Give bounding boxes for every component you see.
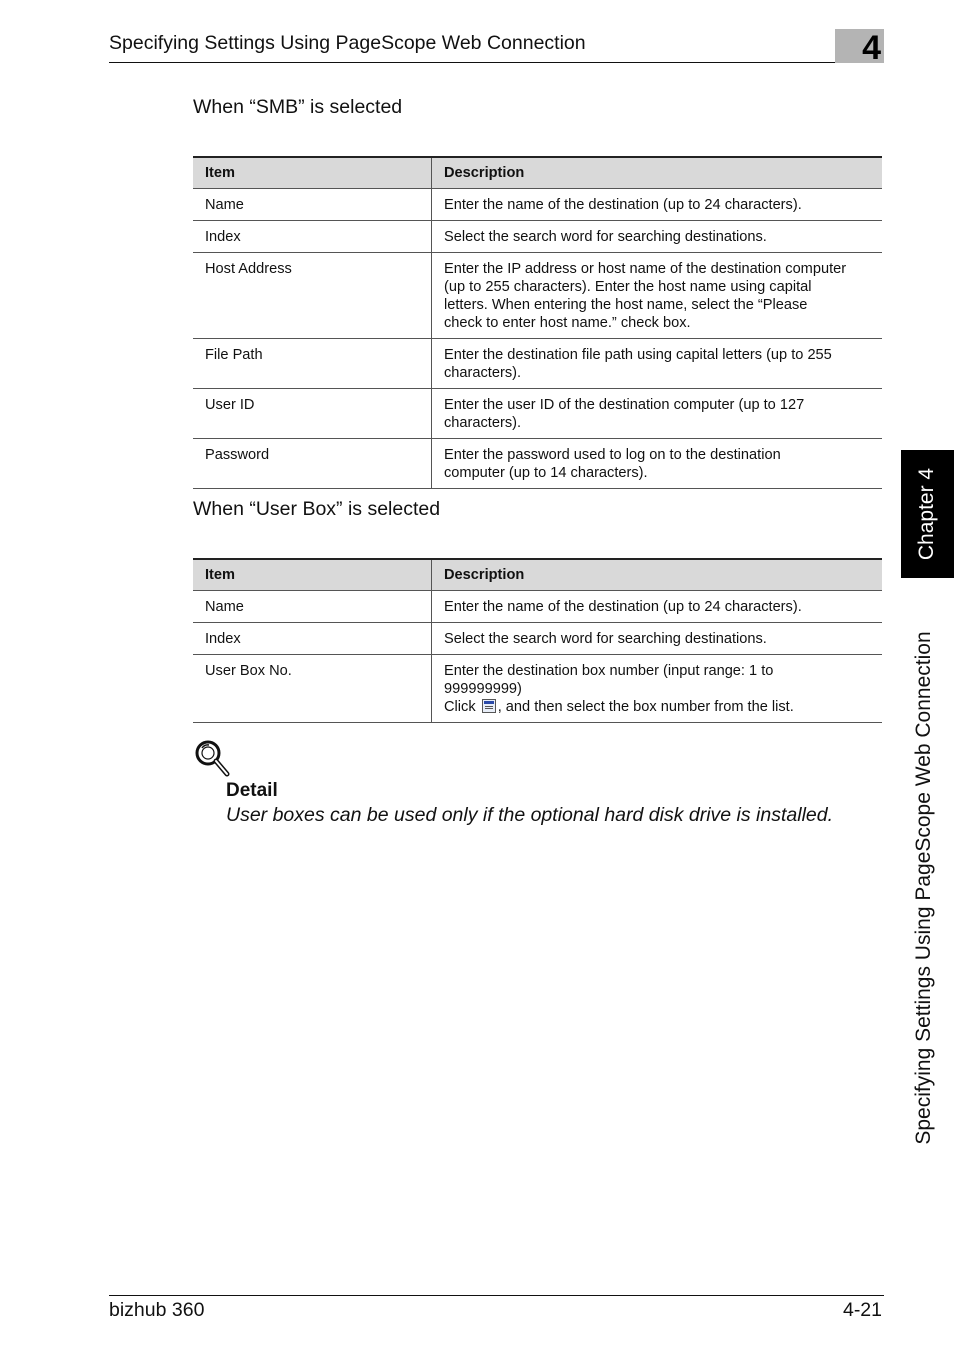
click-instruction: , and then select the box number from the list. (497, 699, 794, 715)
description-cell (432, 389, 883, 439)
description-cell (432, 655, 883, 723)
click-label: Click (444, 699, 476, 715)
description-cell (432, 221, 883, 253)
item-cell: Host Address (193, 253, 432, 339)
userbox-section-heading: When “User Box” is selected (193, 498, 441, 520)
description-line: Enter the destination box number (input range: 1 to (444, 663, 774, 679)
table-row (193, 189, 882, 221)
item-cell: Index (193, 221, 432, 253)
table-header-row (193, 157, 882, 189)
table-row (193, 655, 882, 723)
userbox-settings-table (193, 558, 882, 723)
column-header-description: Description (432, 559, 883, 591)
description-line: characters). (444, 415, 522, 431)
table-row (193, 439, 882, 489)
description-line: (up to 255 characters). Enter the host name using capital (444, 279, 812, 295)
item-cell: User Box No. (193, 655, 432, 723)
magnifier-icon (193, 738, 233, 778)
item-cell: Name (193, 189, 432, 221)
item-cell: Index (193, 623, 432, 655)
detail-title: Detail (226, 780, 278, 801)
table-row (193, 221, 882, 253)
page-header-title: Specifying Settings Using PageScope Web Connection (109, 32, 586, 54)
column-header-item: Item (193, 157, 432, 189)
table-header-row (193, 559, 882, 591)
footer-page-number: 4-21 (842, 1299, 882, 1321)
description-line: Select the search word for searching destinations. (444, 229, 767, 245)
detail-text: User boxes can be used only if the optional hard disk drive is installed. (226, 804, 834, 826)
description-line: Enter the name of the destination (up to 24 characters). (444, 197, 802, 213)
description-cell (432, 339, 883, 389)
list-select-icon (482, 699, 496, 713)
table-row (193, 623, 882, 655)
table-row (193, 253, 882, 339)
description-line: computer (up to 14 characters). (444, 465, 648, 481)
description-cell (432, 189, 883, 221)
footer-product-name: bizhub 360 (109, 1299, 205, 1321)
description-line: Enter the user ID of the destination computer (up to 127 (444, 397, 805, 413)
description-line: Enter the destination file path using capital letters (up to 255 (444, 347, 832, 363)
description-line: Enter the password used to log on to the destination (444, 447, 781, 463)
column-header-item: Item (193, 559, 432, 591)
chapter-number: 4 (862, 29, 881, 67)
description-line: Select the search word for searching destinations. (444, 631, 767, 647)
item-cell: Name (193, 591, 432, 623)
item-cell: User ID (193, 389, 432, 439)
table-row (193, 389, 882, 439)
smb-section-heading: When “SMB” is selected (193, 96, 403, 118)
description-line: check to enter host name.” check box. (444, 315, 691, 331)
description-line: Enter the name of the destination (up to 24 characters). (444, 599, 802, 615)
description-line: 999999999) (444, 681, 522, 697)
chapter-number-box (835, 29, 884, 67)
header-rule (109, 62, 884, 63)
item-cell: File Path (193, 339, 432, 389)
description-line: letters. When entering the host name, select the “Please (444, 297, 808, 313)
description-cell (432, 439, 883, 489)
description-line: Enter the IP address or host name of the destination computer (444, 261, 847, 277)
footer-rule (109, 1295, 884, 1296)
side-chapter-label: Chapter 4 (915, 467, 938, 561)
description-cell (432, 591, 883, 623)
side-section-title: Specifying Settings Using PageScope Web Connection (912, 631, 935, 1145)
description-line: characters). (444, 365, 522, 381)
smb-settings-table (193, 156, 882, 489)
table-row (193, 339, 882, 389)
description-line-click (444, 698, 874, 716)
description-cell (432, 253, 883, 339)
item-cell: Password (193, 439, 432, 489)
column-header-description: Description (432, 157, 883, 189)
table-row (193, 591, 882, 623)
description-cell (432, 623, 883, 655)
side-chapter-tab (901, 450, 954, 578)
